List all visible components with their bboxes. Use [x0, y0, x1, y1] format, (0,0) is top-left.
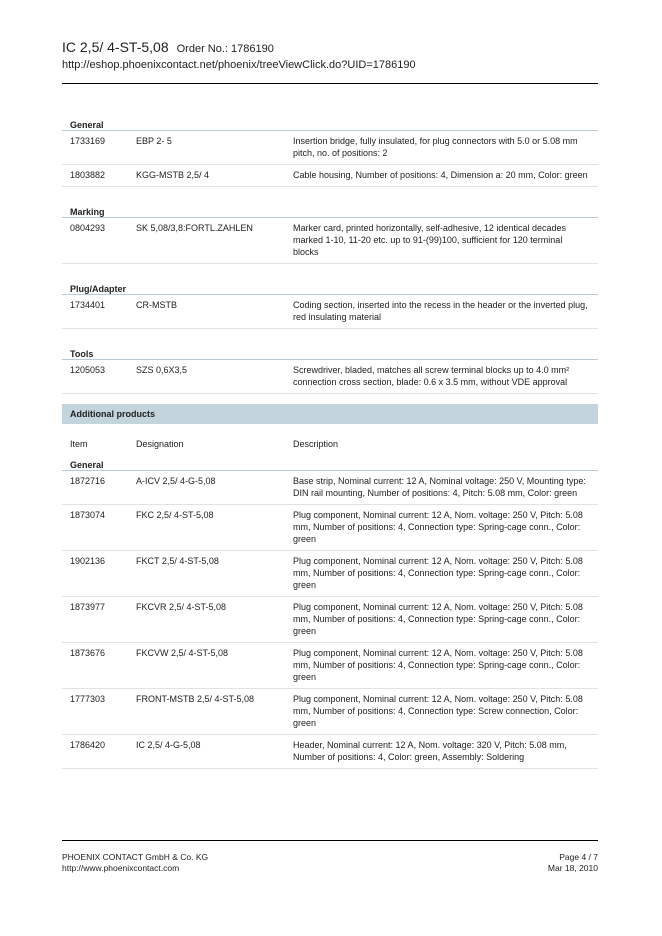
additional-products-header: Additional products: [62, 404, 598, 424]
table-row: [62, 689, 598, 735]
item-description: Plug component, Nominal current: 12 A, Nom. voltage: 250 V, Pitch: 5.08 mm, Number of positions: 4, Connection type: Spring-cage conn., Color: green: [293, 602, 583, 636]
item-designation: KGG-MSTB 2,5/ 4: [136, 170, 210, 180]
company-website[interactable]: http://www.phoenixcontact.com: [62, 863, 180, 873]
item-description: Base strip, Nominal current: 12 A, Nominal voltage: 250 V, Mounting type: DIN rail mounting, Number of positions: 4, Pitch: 5.08 mm, Color: green: [293, 476, 586, 498]
page-number: Page 4 / 7: [559, 852, 598, 862]
category-heading: Marking: [62, 201, 598, 218]
category-heading: General: [62, 454, 598, 471]
item-number: 1777303: [70, 694, 106, 704]
col-designation-header: Designation: [136, 439, 184, 449]
table-row: [62, 643, 598, 689]
item-description: Coding section, inserted into the recess in the header or the inverted plug, red insulating material: [293, 300, 588, 322]
company-name: PHOENIX CONTACT GmbH & Co. KG: [62, 852, 209, 862]
item-designation: FKCVR 2,5/ 4-ST-5,08: [136, 602, 227, 612]
table-row: [62, 597, 598, 643]
footer-divider: [62, 840, 598, 841]
item-number: 1873676: [70, 648, 106, 658]
item-designation: FKCT 2,5/ 4-ST-5,08: [136, 556, 219, 566]
category-heading: General: [62, 114, 598, 131]
document-date: Mar 18, 2010: [547, 863, 598, 873]
category-heading: Plug/Adapter: [62, 278, 598, 295]
table-row: [62, 165, 598, 187]
item-designation: SK 5,08/3,8:FORTL.ZAHLEN: [136, 223, 253, 233]
accessories-groups: [62, 114, 598, 394]
additional-products-list: [62, 471, 598, 769]
item-designation: FKC 2,5/ 4-ST-5,08: [136, 510, 214, 520]
item-designation: SZS 0,6X3,5: [136, 365, 188, 375]
item-description: Insertion bridge, fully insulated, for plug connectors with 5.0 or 5.08 mm pitch, no. of positions: 2: [293, 136, 578, 158]
item-description: Marker card, printed horizontally, self-adhesive, 12 identical decades marked 1-10, 11-20 etc. up to 91-(99)100, sufficient for 120 terminal blocks: [293, 223, 566, 257]
item-number: 1734401: [70, 300, 106, 310]
item-description: Header, Nominal current: 12 A, Nom. voltage: 320 V, Pitch: 5.08 mm, Number of positions: 4, Color: green, Assembly: Soldering: [293, 740, 567, 762]
item-description: Plug component, Nominal current: 12 A, Nom. voltage: 250 V, Pitch: 5.08 mm, Number of positions: 4, Connection type: Spring-cage conn., Color: green: [293, 648, 583, 682]
item-number: 1786420: [70, 740, 106, 750]
document-header: [62, 38, 598, 73]
item-designation: FKCVW 2,5/ 4-ST-5,08: [136, 648, 229, 658]
item-number: 1733169: [70, 136, 106, 146]
table-row: [62, 218, 598, 264]
column-headers: [62, 438, 598, 454]
order-number: Order No.: 1786190: [176, 43, 274, 55]
table-row: [62, 131, 598, 165]
item-number: 1803882: [70, 170, 106, 180]
table-row: [62, 471, 598, 505]
item-designation: IC 2,5/ 4-G-5,08: [136, 740, 201, 750]
product-title: IC 2,5/ 4-ST-5,08: [62, 39, 169, 55]
category-heading: Tools: [62, 343, 598, 360]
main-content: [62, 114, 598, 769]
item-number: 1902136: [70, 556, 106, 566]
table-row: [62, 505, 598, 551]
col-description-header: Description: [293, 439, 339, 449]
item-designation: A-ICV 2,5/ 4-G-5,08: [136, 476, 216, 486]
item-number: 1873977: [70, 602, 106, 612]
item-description: Plug component, Nominal current: 12 A, Nom. voltage: 250 V, Pitch: 5.08 mm, Number of positions: 4, Connection type: Screw connection, Color: green: [293, 694, 583, 728]
item-description: Screwdriver, bladed, matches all screw terminal blocks up to 4.0 mm² connection cross section, blade: 0.6 x 3.5 mm, without VDE approval: [293, 365, 570, 387]
item-number: 1873074: [70, 510, 106, 520]
item-description: Plug component, Nominal current: 12 A, Nom. voltage: 250 V, Pitch: 5.08 mm, Number of positions: 4, Connection type: Spring-cage conn., Color: green: [293, 510, 583, 544]
product-url[interactable]: http://eshop.phoenixcontact.net/phoenix/treeViewClick.do?UID=1786190: [62, 59, 416, 71]
table-row: [62, 295, 598, 329]
table-row: [62, 735, 598, 769]
header-divider: [62, 83, 598, 84]
item-number: 1872716: [70, 476, 106, 486]
item-number: 1205053: [70, 365, 106, 375]
item-designation: FRONT-MSTB 2,5/ 4-ST-5,08: [136, 694, 255, 704]
table-row: [62, 551, 598, 597]
item-number: 0804293: [70, 223, 106, 233]
item-designation: EBP 2- 5: [136, 136, 172, 146]
table-row: [62, 360, 598, 394]
title-line: [62, 38, 598, 58]
item-description: Plug component, Nominal current: 12 A, Nom. voltage: 250 V, Pitch: 5.08 mm, Number of positions: 4, Connection type: Spring-cage conn., Color: green: [293, 556, 583, 590]
item-description: Cable housing, Number of positions: 4, Dimension a: 20 mm, Color: green: [293, 170, 588, 180]
item-designation: CR-MSTB: [136, 300, 177, 310]
col-item-header: Item: [70, 439, 88, 449]
